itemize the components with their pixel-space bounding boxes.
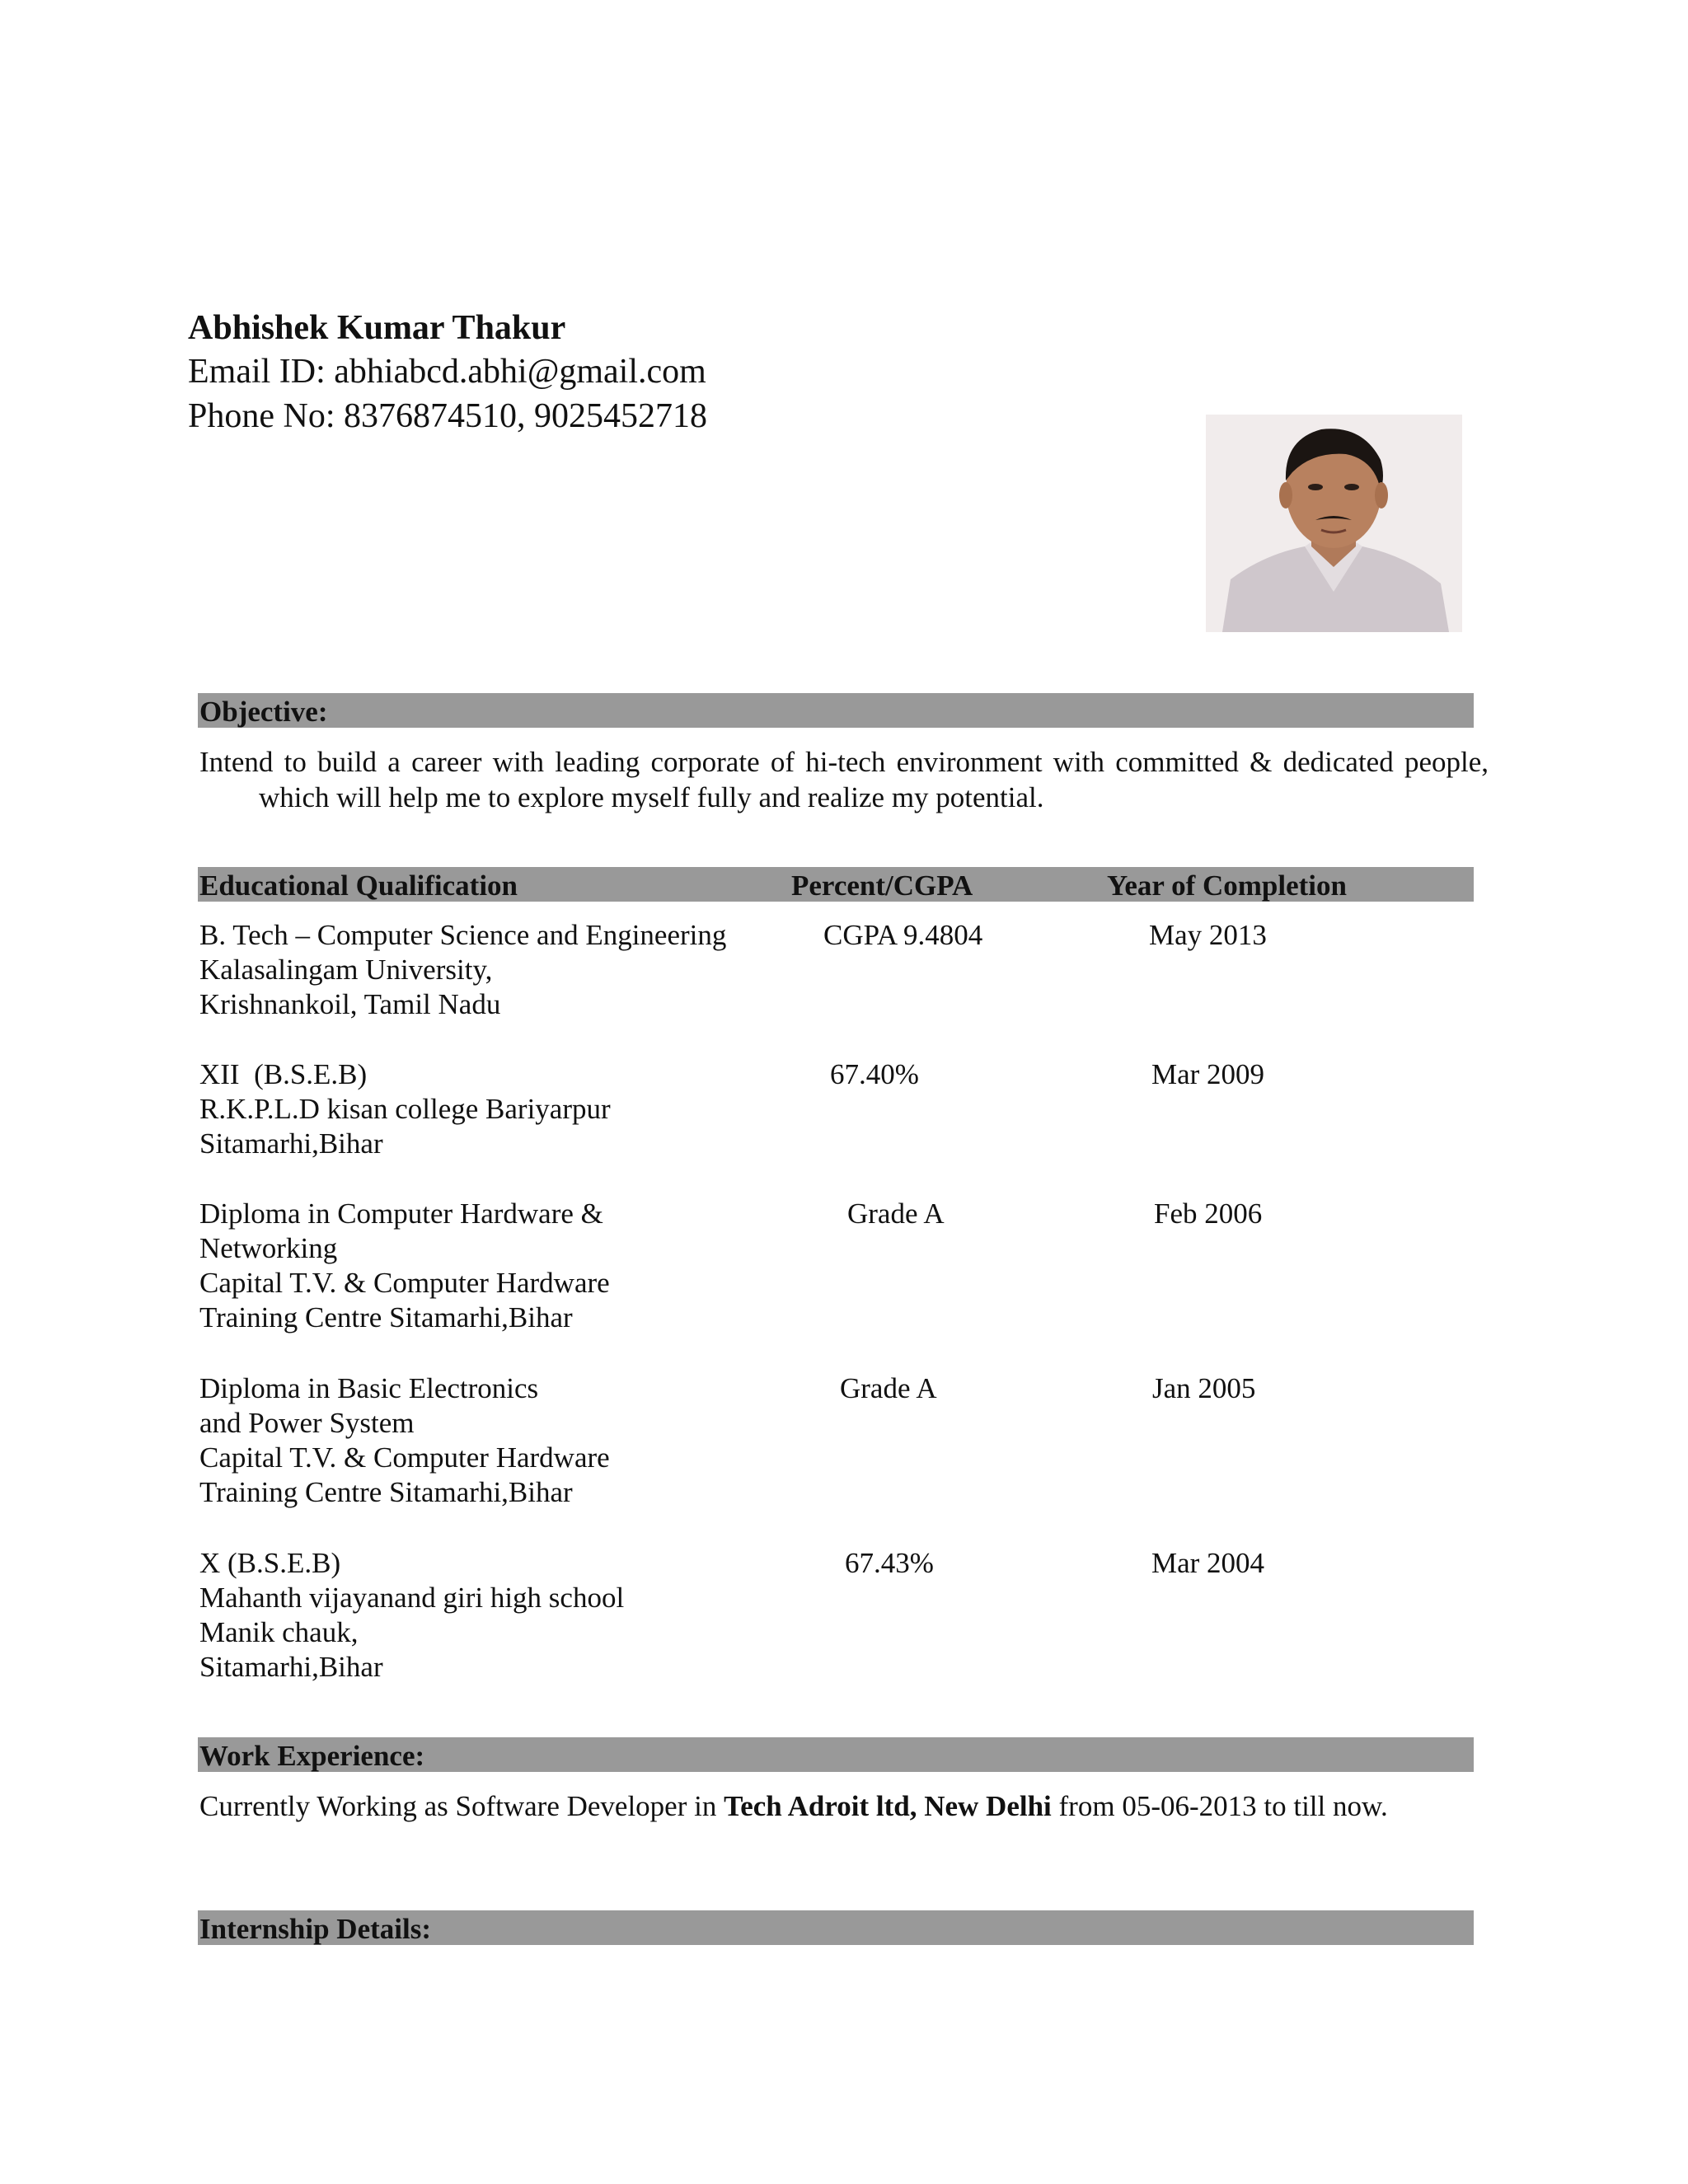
education-year: Feb 2006 xyxy=(1154,1197,1263,1230)
education-line: Diploma in Basic Electronics xyxy=(199,1372,539,1404)
work-experience-heading: Work Experience: xyxy=(198,1737,1474,1772)
education-year: Jan 2005 xyxy=(1152,1372,1256,1404)
education-line: Krishnankoil, Tamil Nadu xyxy=(199,988,501,1020)
education-row xyxy=(199,1057,1474,1165)
education-line: XII (B.S.E.B) xyxy=(199,1058,368,1090)
internship-heading: Internship Details: xyxy=(198,1910,1474,1945)
education-qualification xyxy=(199,1546,624,1685)
education-line: Diploma in Computer Hardware & xyxy=(199,1197,603,1230)
education-year: May 2013 xyxy=(1149,919,1267,951)
education-year: Mar 2004 xyxy=(1151,1547,1265,1579)
education-line: Sitamarhi,Bihar xyxy=(199,1127,383,1160)
education-qualification xyxy=(199,1371,610,1510)
education-row xyxy=(199,1197,1474,1337)
work-prefix: Currently Working as Software Developer in xyxy=(199,1790,724,1822)
education-line: and Power System xyxy=(199,1407,415,1439)
education-line: Manik chauk, xyxy=(199,1616,359,1648)
education-line: R.K.P.L.D kisan college Bariyarpur xyxy=(199,1093,611,1125)
work-suffix: from 05-06-2013 to till now. xyxy=(1051,1790,1388,1822)
education-qualification xyxy=(199,1197,610,1335)
education-line: Training Centre Sitamarhi,Bihar xyxy=(199,1301,573,1333)
education-header-bar xyxy=(198,867,1474,902)
education-line: Training Centre Sitamarhi,Bihar xyxy=(199,1476,573,1508)
education-score: Grade A xyxy=(840,1372,937,1404)
education-line: Capital T.V. & Computer Hardware xyxy=(199,1441,610,1474)
work-experience-text xyxy=(199,1788,1388,1824)
objective-text: Intend to build a career with leading corporate of hi-tech environment with committed & dedicated people, which will help me to explore myself fully and realize my potential. xyxy=(199,746,1489,813)
education-qualification xyxy=(199,918,726,1022)
phone-line: Phone No: 8376874510, 9025452718 xyxy=(188,397,707,435)
education-line: Networking xyxy=(199,1232,338,1264)
education-score-header: Percent/CGPA xyxy=(791,869,973,902)
education-line: B. Tech – Computer Science and Engineering xyxy=(199,919,727,951)
education-score: Grade A xyxy=(847,1197,945,1230)
profile-photo xyxy=(1206,415,1462,632)
education-year: Mar 2009 xyxy=(1151,1058,1265,1090)
education-line: Mahanth vijayanand giri high school xyxy=(199,1582,625,1614)
work-company: Tech Adroit ltd, New Delhi xyxy=(724,1790,1052,1822)
education-qualification-header: Educational Qualification xyxy=(199,869,518,902)
education-row xyxy=(199,1371,1474,1511)
objective-heading: Objective: xyxy=(198,693,1474,728)
education-qualification xyxy=(199,1057,611,1161)
education-line: X (B.S.E.B) xyxy=(199,1547,341,1579)
education-line: Capital T.V. & Computer Hardware xyxy=(199,1267,610,1299)
education-line: Kalasalingam University, xyxy=(199,954,493,986)
education-score: 67.43% xyxy=(845,1547,934,1579)
education-score: 67.40% xyxy=(830,1058,919,1090)
education-line: Sitamarhi,Bihar xyxy=(199,1651,383,1683)
education-year-header: Year of Completion xyxy=(1107,869,1347,902)
education-row xyxy=(199,1546,1474,1686)
education-score: CGPA 9.4804 xyxy=(823,919,983,951)
candidate-name: Abhishek Kumar Thakur xyxy=(188,309,566,347)
email-line: Email ID: abhiabcd.abhi@gmail.com xyxy=(188,353,706,391)
education-row xyxy=(199,918,1474,1025)
